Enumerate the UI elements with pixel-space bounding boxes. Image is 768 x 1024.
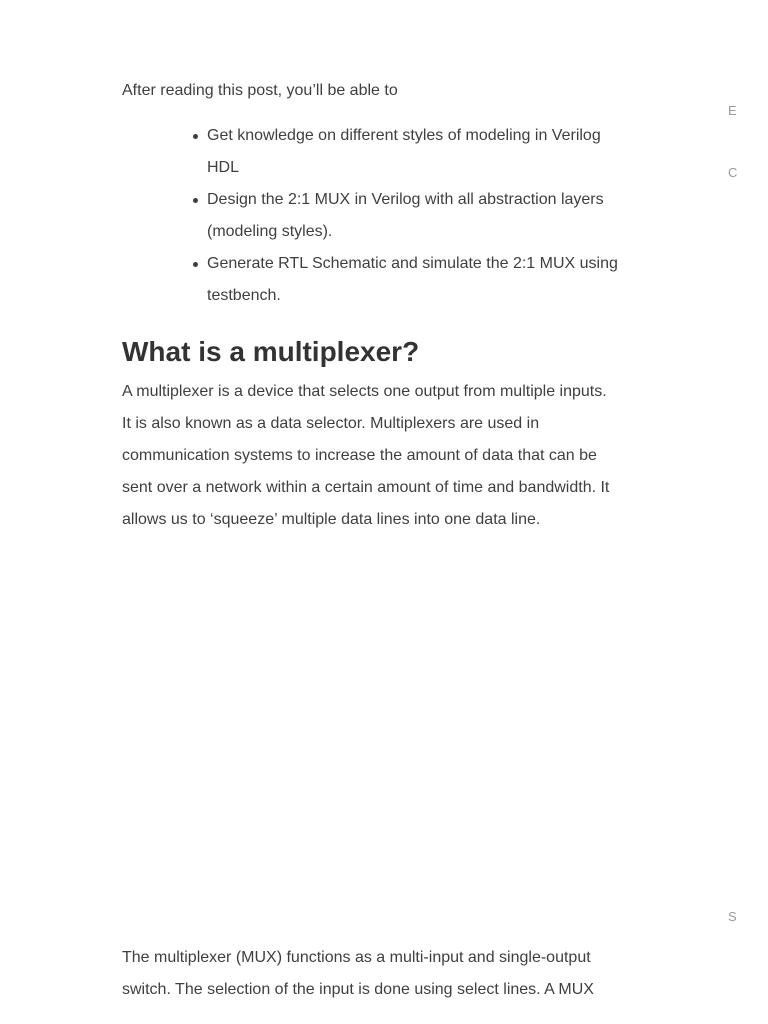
sidebar-clipped-text: S: [728, 909, 737, 924]
intro-text: After reading this post, you’ll be able to: [122, 82, 398, 99]
list-item-text: Get knowledge on different styles of modeling in Verilog HDL: [207, 127, 601, 176]
list-item-text: Design the 2:1 MUX in Verilog with all abstraction layers (modeling styles).: [207, 191, 604, 240]
list-item-text: Generate RTL Schematic and simulate the 2:1 MUX using testbench.: [207, 255, 618, 304]
learning-objectives-list: [122, 120, 618, 312]
paragraph-definition: A multiplexer is a device that selects one output from multiple inputs. It is also known as a data selector. Multiplexers are used in communication systems to increase the amount of data that can be sent over a network within a certain amount of time and bandwidth. It allows us to ‘squeeze’ multiple data lines into one data line.: [122, 383, 610, 528]
list-item: [207, 184, 618, 248]
bullet-icon: [193, 134, 198, 139]
section-heading: What is a multiplexer?: [122, 336, 420, 367]
sidebar-clipped-text: E: [728, 103, 737, 118]
sidebar-clipped-text: C: [728, 165, 738, 180]
article-body: [122, 80, 618, 1006]
list-item: [207, 248, 618, 312]
list-item: [207, 120, 618, 184]
ad-placeholder: [122, 536, 618, 942]
bullet-icon: [193, 198, 198, 203]
bullet-icon: [193, 262, 198, 267]
paragraph-mux-description: The multiplexer (MUX) functions as a multi-input and single-output switch. The selection of the input is done using select lines. A MUX: [122, 949, 594, 998]
